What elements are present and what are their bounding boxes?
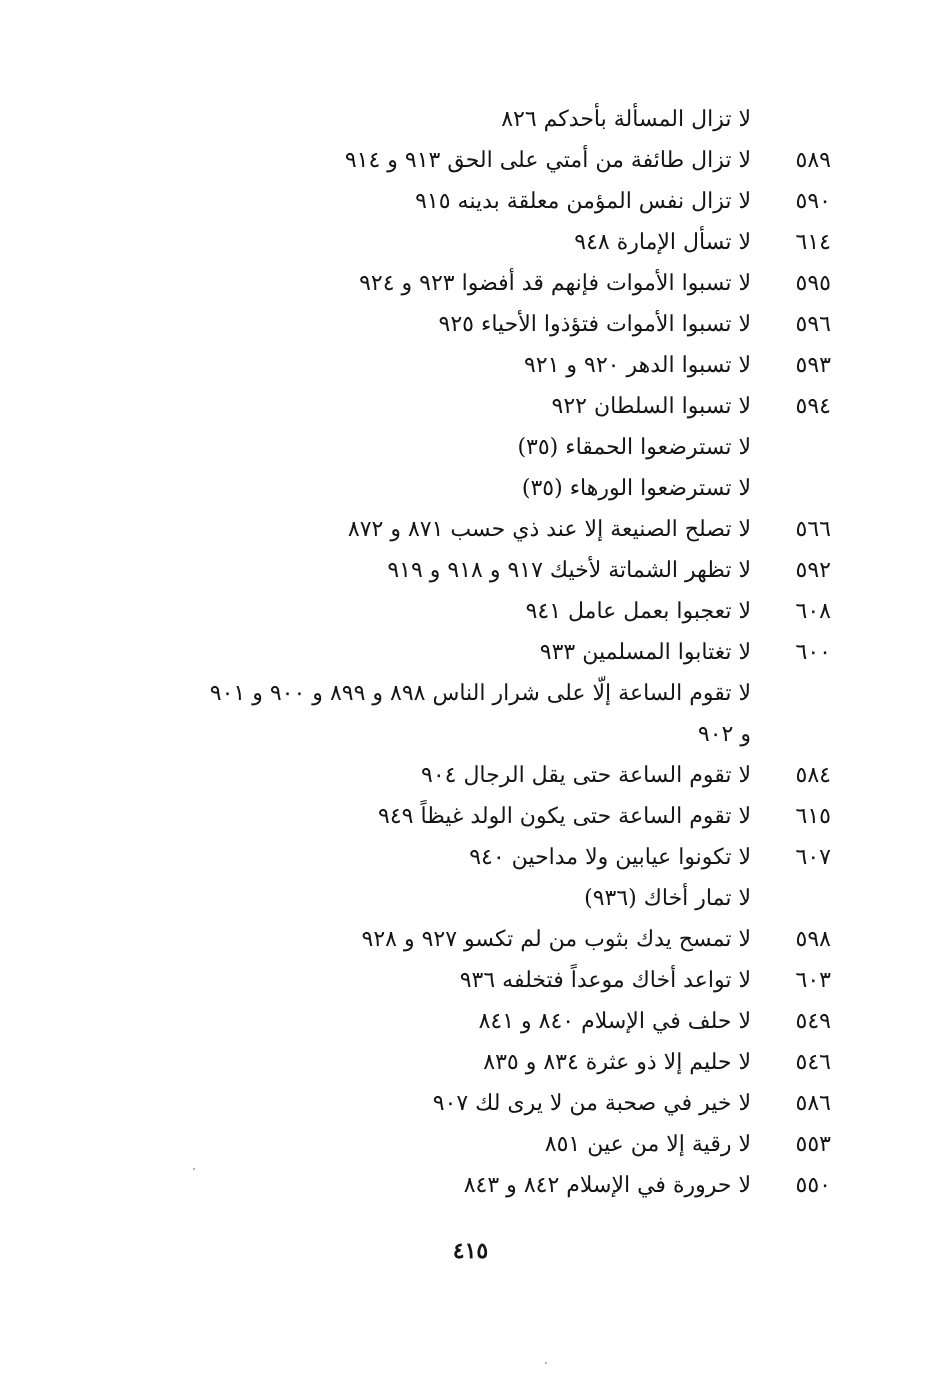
entry-text: لا تصلح الصنيعة إلا عند ذي حسب ٨٧١ و ٨٧٢ [347,517,751,542]
entry-number: ٥٨٦ [795,1091,831,1116]
list-item [60,469,831,509]
list-item [60,961,831,1001]
entry-text: لا تسبوا السلطان ٩٢٢ [551,394,751,419]
entry-text: لا تقوم الساعة حتى يقل الرجال ٩٠٤ [421,763,751,788]
entry-text: لا تعجبوا بعمل عامل ٩٤١ [525,599,751,624]
entry-text: لا تزال نفس المؤمن معلقة بدينه ٩١٥ [415,189,751,214]
list-item [60,551,831,591]
list-item [60,592,831,632]
list-item [60,264,831,304]
list-item [60,141,831,181]
entry-number: ٦٠٨ [795,599,831,624]
list-item [60,1084,831,1124]
entry-text: لا تغتابوا المسلمين ٩٣٣ [539,640,751,665]
entry-number: ٥٩٠ [795,189,831,214]
entry-text: لا تواعد أخاك موعداً فتخلفه ٩٣٦ [459,968,751,993]
entry-text: لا تسترضعوا الورهاء (٣٥) [521,476,751,501]
entry-text: لا تظهر الشماتة لأخيك ٩١٧ و ٩١٨ و ٩١٩ [387,558,751,583]
entry-number: ٦١٥ [795,804,831,829]
list-item [60,1043,831,1083]
entry-number: ٦٠٠ [795,640,831,665]
entry-continuation: و ٩٠٢ [697,722,751,747]
entry-text: لا تسترضعوا الحمقاء (٣٥) [517,435,751,460]
entry-number: ٦٠٧ [795,845,831,870]
list-item [60,223,831,263]
entry-number: ٥٩٤ [795,394,831,419]
entry-number: ٥٩٥ [795,271,831,296]
entry-number: ٥٤٦ [795,1050,831,1075]
entry-number: ٥٨٩ [795,148,831,173]
list-item [60,428,831,468]
list-item [40,674,831,747]
entry-text: لا تمسح يدك بثوب من لم تكسو ٩٢٧ و ٩٢٨ [361,927,751,952]
entry-number: ٦٠٣ [795,968,831,993]
list-item [60,756,831,796]
list-item [60,1166,831,1206]
scan-speck [545,1362,547,1364]
entry-text: لا تكونوا عيابين ولا مداحين ٩٤٠ [469,845,751,870]
list-item [60,387,831,427]
entry-number: ٥٩٢ [795,558,831,583]
page-number: ٤١٥ [452,1238,489,1264]
list-item [60,182,831,222]
entry-number: ٥٨٤ [795,763,831,788]
list-item [60,1125,831,1165]
entry-number: ٥٩٦ [795,312,831,337]
entry-text: لا تسبوا الأموات فتؤذوا الأحياء ٩٢٥ [438,312,751,337]
entry-text: لا تمار أخاك (٩٣٦) [584,886,751,911]
list-item [60,920,831,960]
list-item [60,838,831,878]
entry-text: لا حليم إلا ذو عثرة ٨٣٤ و ٨٣٥ [483,1050,751,1075]
entry-text: لا رقية إلا من عين ٨٥١ [544,1132,751,1157]
entry-number: ٦١٤ [795,230,831,255]
list-item [60,633,831,673]
entry-text: لا تقوم الساعة إلّا على شرار الناس ٨٩٨ و ٨٩٩ و ٩٠٠ و ٩٠١ [209,681,751,706]
list-item [60,797,831,837]
list-item [60,510,831,550]
entry-text: لا خير في صحبة من لا يرى لك ٩٠٧ [432,1091,751,1116]
entry-number: ٥٥٠ [795,1173,831,1198]
list-item [60,879,831,919]
list-item [60,1002,831,1042]
list-item [60,100,831,140]
entry-number: ٥٩٨ [795,927,831,952]
scan-speck [193,1168,195,1170]
list-item [60,305,831,345]
entry-text: لا حرورة في الإسلام ٨٤٢ و ٨٤٣ [463,1173,751,1198]
entry-text: لا حلف في الإسلام ٨٤٠ و ٨٤١ [478,1009,751,1034]
entry-text: لا تسبوا الدهر ٩٢٠ و ٩٢١ [523,353,751,378]
entry-number: ٥٤٩ [795,1009,831,1034]
entry-text: لا تزال المسألة بأحدكم ٨٢٦ [501,107,751,132]
entry-number: ٥٩٣ [795,353,831,378]
entry-number: ٥٥٣ [795,1132,831,1157]
entry-number: ٥٦٦ [795,517,831,542]
entry-text: لا تزال طائفة من أمتي على الحق ٩١٣ و ٩١٤ [344,148,751,173]
list-item [60,346,831,386]
entry-text: لا تسبوا الأموات فإنهم قد أفضوا ٩٢٣ و ٩٢٤ [359,271,751,296]
entry-text: لا تقوم الساعة حتى يكون الولد غيظاً ٩٤٩ [378,804,751,829]
entry-text: لا تسأل الإمارة ٩٤٨ [574,230,751,255]
